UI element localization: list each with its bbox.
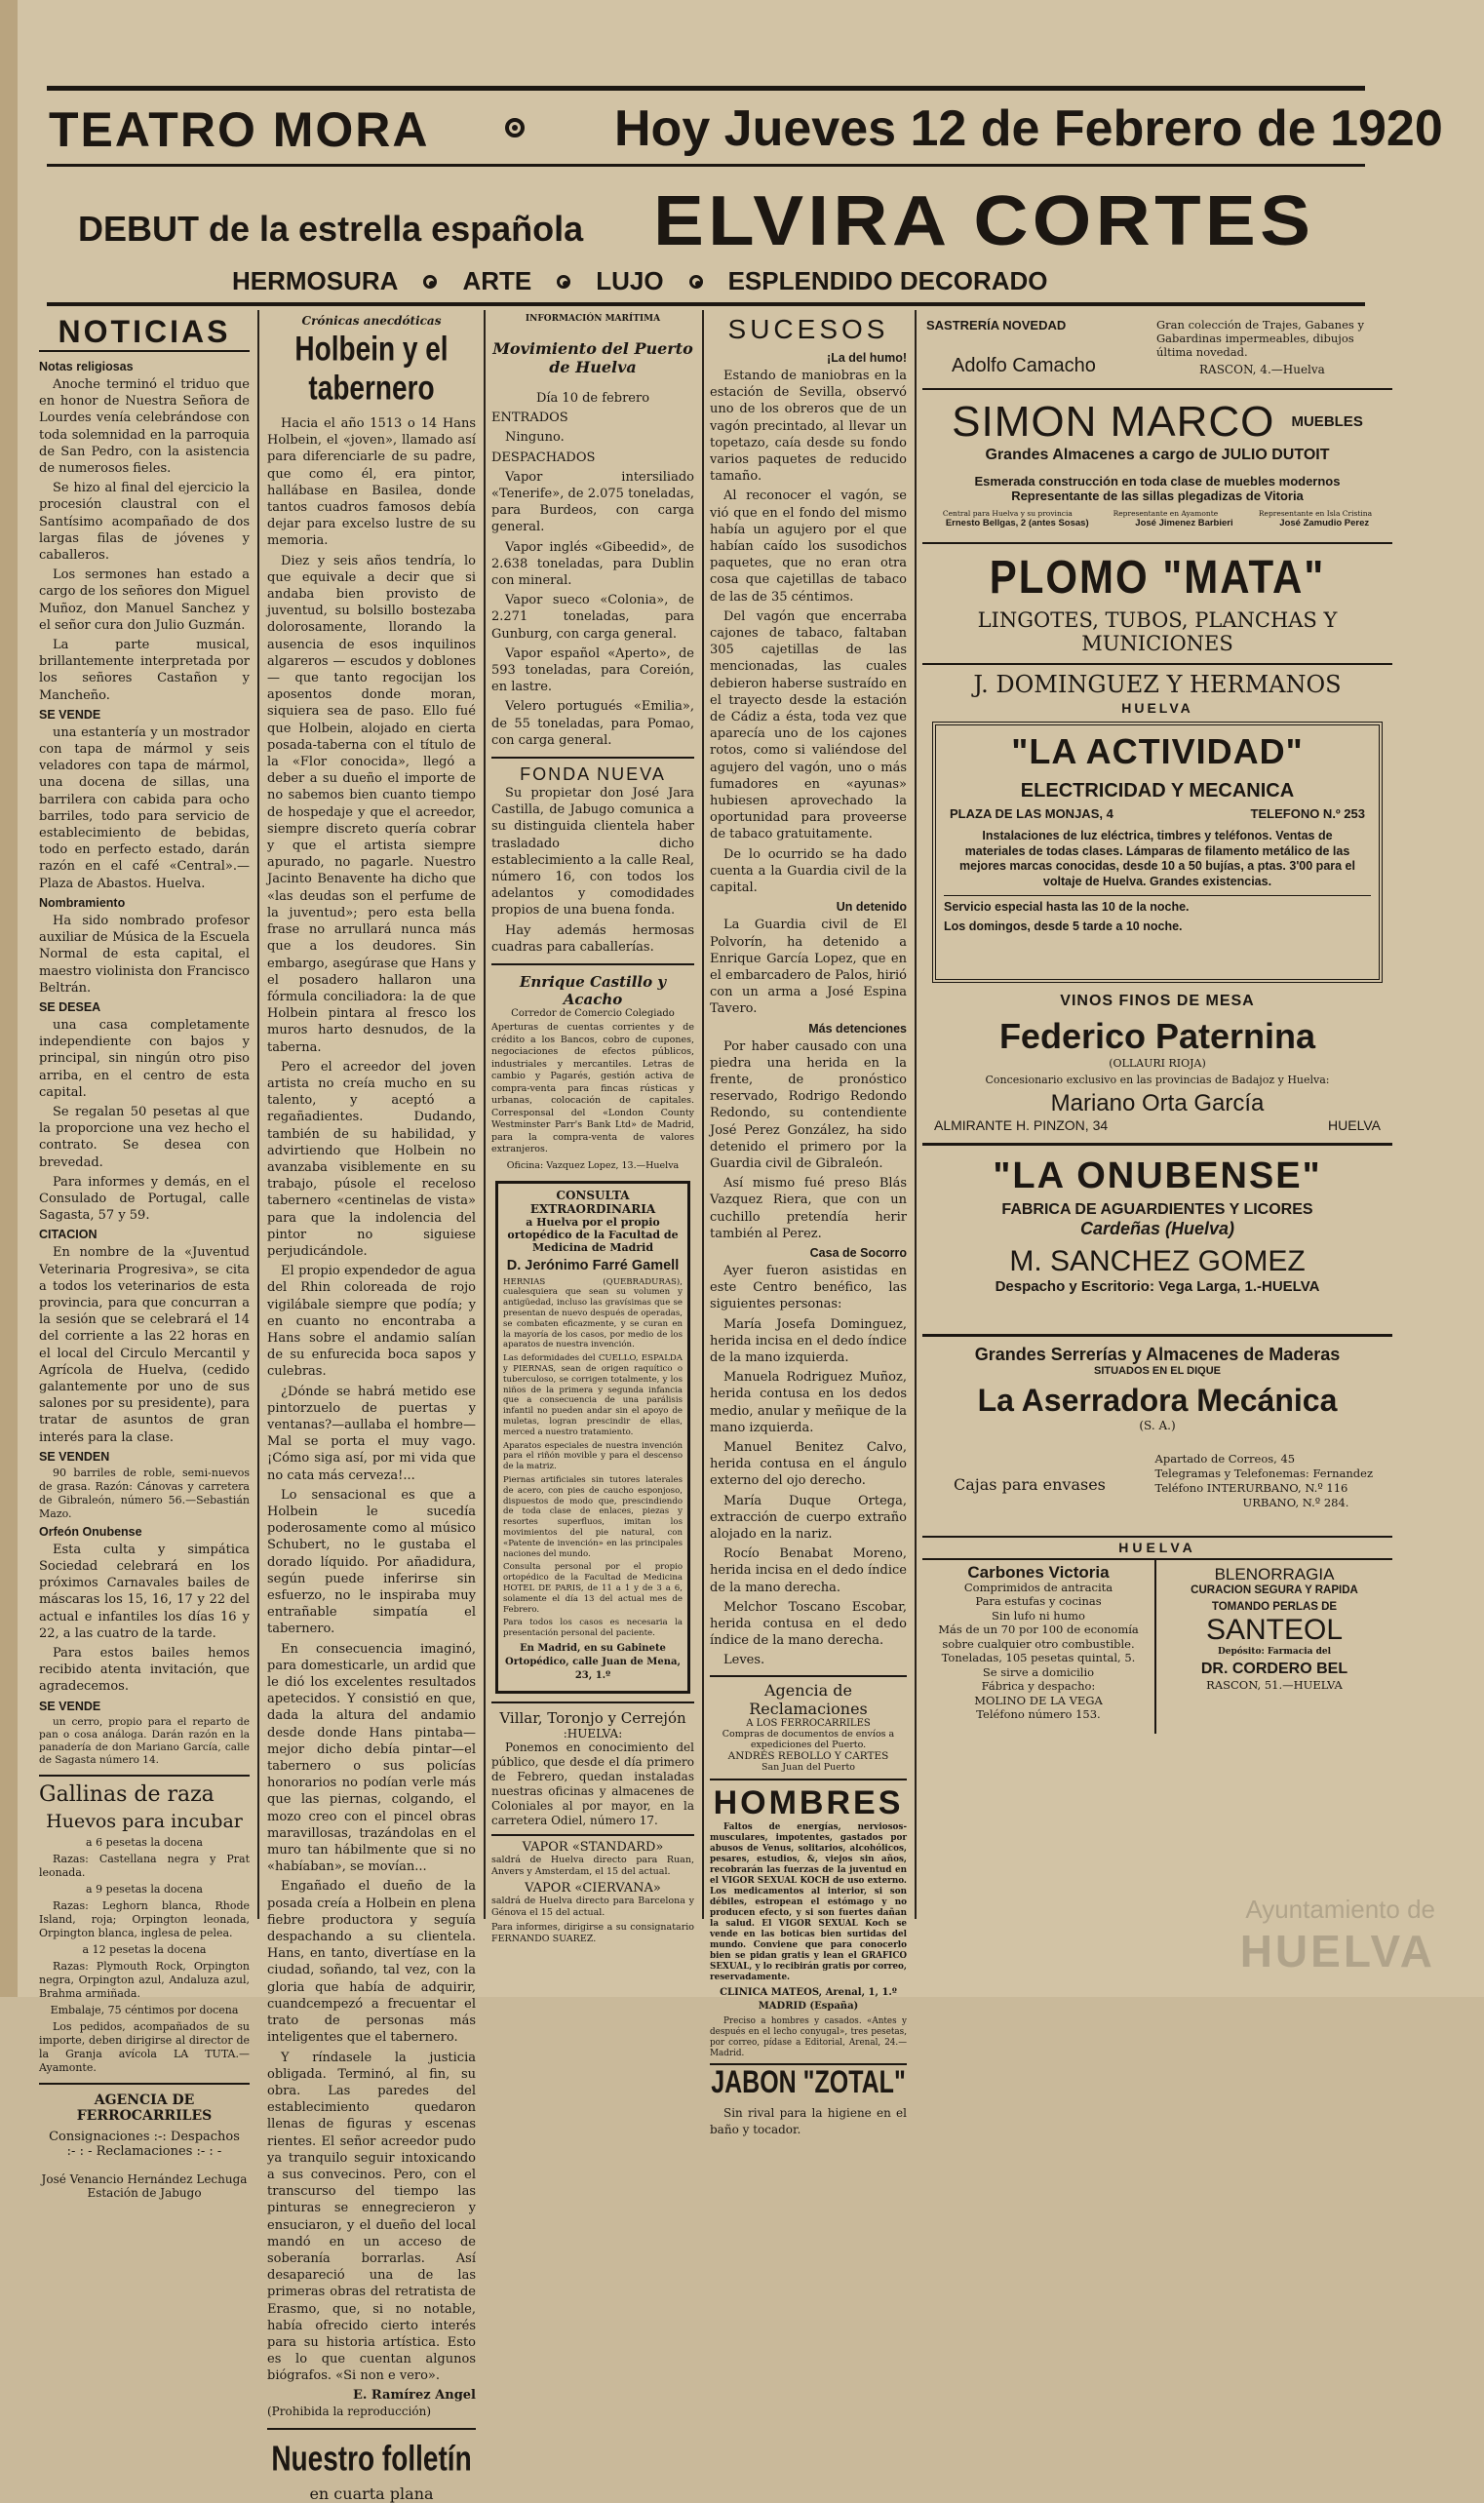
reclam-place: San Juan del Puerto xyxy=(761,1761,855,1773)
maritima-kicker: INFORMACIÓN MARÍTIMA xyxy=(525,314,661,324)
simon-labels xyxy=(922,509,1392,518)
reclam-subtitle: A LOS FERROCARRILES xyxy=(746,1717,871,1729)
heading: Orfeón Onubense xyxy=(39,1524,142,1539)
breeds: Razas: Castellana negra y Prat leonada. xyxy=(39,1852,250,1879)
reclam-name: ANDRÉS REBOLLO Y CARTES xyxy=(727,1749,889,1762)
serr-subtitle: SITUADOS EN EL DIQUE xyxy=(1094,1365,1221,1377)
ciervana-title: VAPOR «CIERVANA» xyxy=(525,1880,661,1896)
paragraph: ¿Dónde se habrá metido ese pintorzuelo de puertas y ventanas?—aullaba el hombre—Mal se porta el muy vago. ¡Cómo siga así, por mi vida que no cata más cerveza!... xyxy=(267,1384,476,1483)
sucesos-column xyxy=(710,314,907,2136)
blen-text: TOMANDO PERLAS DE xyxy=(1211,1601,1338,1613)
paragraph: Anoche terminó el triduo que en honor de Nuestra Señora de Lourdes venía celebrándose con toda solemnidad en la parroquia de San Pedro, con la asistencia de numerosos fieles. xyxy=(39,377,250,477)
rep: José Jimenez Barbieri xyxy=(1135,518,1233,528)
paragraph: Así mismo fué preso Blás Vazquez Riera, que con un cuchillo pretendía herir también al Perez. xyxy=(710,1176,907,1241)
heading: SE VENDEN xyxy=(39,1449,110,1464)
paragraph: En consecuencia imaginó, para domesticarle, un ardid que le dió los excelentes resultados apetecidos. Y consistió en que, dada la altura del andamio desde donde Hans pintaba—mejor dicho debía pintar—el tabernero o sus policías honorarios no podían verle más que las piernas, colgando, el mozo creo con el pincel obras maravillosas, trazándolas en el muro tan hábilmente que si no «habíaban», se movían... xyxy=(267,1641,476,1875)
paragraph: Preciso a hombres y casados. «Antes y después en el lecho conyugal», tres pesetas, por correo, pídase a Editorial, Arenal, 24.—Madrid. xyxy=(710,2015,907,2058)
label: Representante en Ayamonte xyxy=(1113,509,1219,518)
carbones-text: Fábrica y despacho: xyxy=(981,1679,1096,1693)
serr-city: HUELVA xyxy=(922,1536,1392,1555)
vinos-name: Federico Paternina xyxy=(998,1016,1316,1056)
reproduction-note: (Prohibida la reproducción) xyxy=(267,2404,432,2418)
carbones-text: MOLINO DE LA VEGA xyxy=(974,1693,1103,1707)
paragraph: Hay además hermosas cuadras para caballerías. xyxy=(491,922,694,955)
vinos-address: ALMIRANTE H. PINZON, 34 xyxy=(934,1117,1109,1133)
simon-muebles: MUEBLES xyxy=(1291,413,1363,430)
actividad-phone: TELEFONO N.º 253 xyxy=(1250,806,1365,821)
heading: Un detenido xyxy=(836,900,907,915)
onubense-ad xyxy=(922,1143,1392,1334)
actividad-box xyxy=(932,722,1383,983)
paragraph: Ha sido nombrado profesor auxiliar de Música de la Escuela Normal de esta capital, el maestro violinista don Francisco Beltrán. xyxy=(39,913,250,996)
watermark-line2: HUELVA xyxy=(1239,1926,1435,1976)
bullet-icon xyxy=(423,275,437,289)
tag-decorado: ESPLENDIDO DECORADO xyxy=(727,266,1048,295)
blen-name: SANTEOL xyxy=(1205,1614,1344,1646)
actividad-address: PLAZA DE LAS MONJAS, 4 xyxy=(950,806,1113,821)
paragraph: 90 barriles de roble, semi-nuevos de grasa. Razón: Cánovas y carretera de Gibraleón, número 56.—Sebastián Mazo. xyxy=(39,1466,250,1520)
column-rule xyxy=(257,310,259,1919)
consulta-box xyxy=(495,1181,690,1694)
heading: CITACION xyxy=(39,1228,98,1242)
doctor-name: D. Jerónimo Farré Gamell xyxy=(506,1257,680,1273)
sucesos-title: SUCESOS xyxy=(727,314,889,344)
subheading: DESPACHADOS xyxy=(491,450,596,465)
paragraph: Se regalan 50 pesetas al que la proporcione una vez hecho el contrato. Se desea con brevedad. xyxy=(39,1104,250,1170)
carbones-text: Para estufas y cocinas xyxy=(975,1594,1102,1608)
breeds: Razas: Leghorn blanca, Rhode Island, roja; Orpington leonada, Orpington blanca, inglesa de pelea. xyxy=(39,1898,250,1939)
paragraph: De lo ocurrido se ha dado cuenta a la Guardia civil de la capital. xyxy=(710,846,907,896)
onubense-address: Despacho y Escritorio: Vega Larga, 1.-HUELVA xyxy=(995,1278,1320,1295)
signature: E. Ramírez Angel xyxy=(352,2387,476,2403)
paragraph: Estando de maniobras en la estación de Sevilla, observó uno de los obreros que de un vagón precintado, al llevar un topetazo, caía desde su fondo varios paquetes de reducido tamaño. xyxy=(710,369,907,485)
noticias-column xyxy=(39,314,250,2200)
tag-hermosura: HERMOSURA xyxy=(232,266,399,295)
paternina-ad xyxy=(922,993,1392,1133)
label: Central para Huelva y su provincia xyxy=(942,509,1073,518)
carbones-text: Toneladas, 105 pesetas quintal, 5. xyxy=(941,1651,1136,1664)
paragraph: Para informes, dirigirse a su consignatario FERNANDO SUAREZ. xyxy=(491,1921,694,1944)
paragraph: Por haber causado con una piedra una herida en la frente, de pronóstico reservado, Rodrigo Redondo Redondo, su contendiente José Perez González, ha sido detenido el primero por la Guardia civil de Gibraleón. xyxy=(710,1038,907,1171)
simon-reps xyxy=(922,518,1392,528)
paragraph: Leves. xyxy=(723,1653,765,1668)
paragraph: Vapor intersiliado «Tenerife», de 2.075 toneladas, para Burdeos, con carga general. xyxy=(491,469,694,535)
tag-lujo: LUJO xyxy=(596,266,664,295)
heading: ¡La del humo! xyxy=(827,351,907,365)
paragraph: Las deformidades del CUELLO, ESPALDA y PIERNAS, sean de origen raquítico o tuberculoso, se corrigen totalmente, y los niños de la primera y segunda infancia que a consecuencia de una parálisis infantil no pueden andar sin el apoyo de muletas, logran prescindir de ellas, merced a nuestro tratamiento. xyxy=(503,1353,683,1437)
fonda-title: FONDA NUEVA xyxy=(520,764,666,785)
clinic: CLINICA MATEOS, Arenal, 1, 1.º MADRID (España) xyxy=(720,1986,897,2012)
price: a 6 pesetas la docena xyxy=(86,1835,203,1849)
folletin-title: Nuestro folletín xyxy=(271,2438,472,2479)
carbones-text: Más de un 70 por 100 de economía sobre cualquier otro combustible. xyxy=(938,1623,1139,1651)
blen-title: BLENORRAGIA xyxy=(1214,1565,1335,1584)
paragraph: un cerro, propio para el reparto de pan o cosa análoga. Darán razón en la panadería de don Mariano García, calle de Sagasta número 14. xyxy=(39,1715,250,1766)
simon-subtitle: Grandes Almacenes a cargo de JULIO DUTOIT xyxy=(985,447,1330,463)
onubense-name: M. SANCHEZ GOMEZ xyxy=(1009,1245,1306,1277)
packaging: Embalaje, 75 céntimos por docena xyxy=(50,2003,239,2016)
serr-cajas: Cajas para envases xyxy=(954,1475,1106,1494)
vinos-contact xyxy=(922,1117,1392,1133)
paragraph: una casa completamente independiente con bajos y principal, sin ningún otro piso arriba, en el centro de esta capital. xyxy=(39,1017,250,1100)
article-title: Holbein y el tabernero xyxy=(294,330,449,407)
gallinas-subtitle: Huevos para incubar xyxy=(46,1810,243,1832)
paragraph: saldrá de Huelva directo para Ruan, Anvers y Amsterdam, el 15 del actual. xyxy=(491,1854,694,1877)
paragraph: Melchor Toscano Escobar, herida contusa en el dedo índice de la mano derecha. xyxy=(710,1599,907,1649)
simon-title: SIMON MARCO xyxy=(952,398,1275,446)
vinos-title: VINOS FINOS DE MESA xyxy=(1060,993,1255,1009)
paragraph: Lo sensacional es que a Holbein le sucedía poderosamente como al músico Schubert, no le gustaba el dorado líquido. Por añadidura, según puede inferirse sin esfuerzo, no le inspiraba muy entrañable simpatía el tabernero. xyxy=(267,1487,476,1637)
castillo-subtitle: Corredor de Comercio Colegiado xyxy=(511,1008,675,1020)
heading: SE DESEA xyxy=(39,999,101,1014)
consulta-subtitle: a Huelva por el propio ortopédico de la Facultad de Medicina de Madrid xyxy=(507,1215,679,1254)
sastreria-name: Adolfo Camacho xyxy=(952,355,1096,376)
star-name: ELVIRA CORTES xyxy=(653,182,1315,260)
archive-watermark xyxy=(1240,1895,1435,1977)
paragraph: Los sermones han estado a cargo de los señores don Miguel Muñoz, don Manuel Sanchez y el señor cura don Julio Guzmán. xyxy=(39,567,250,633)
paragraph: Piernas artificiales sin tutores laterales de acero, con pies de caucho esponjoso, dispuestos de modo que, prescindiendo de toda clase de enlaces, piezas y resortes superfluos, imitan los movimientos del pie natural, con «Patente de invención» en las principales naciones del mundo. xyxy=(503,1474,683,1559)
cronicas-kicker: Crónicas anecdóticas xyxy=(301,314,442,328)
paragraph: Y ríndasele la justicia obligada. Terminó, al fin, su obra. Las paredes del establecimiento quedaron llenas de figuras y escenas rientes. El señor acreedor pudo ya tranquilo seguir intoxicando a sus convecinos. Pero, con el transcurso del tiempo las pinturas se ennegrecieron y ensuciaron, y el dueño del local mandó en un acceso de soberanía borrarlas. Así desapareció una de las primeras obras del retratista de Erasmo, que, si no notable, había ofrecido cierto interés para su historia artística. Esto es lo que cuentan algunos biógrafos. «Si non e vero». xyxy=(267,2050,476,2384)
label: Representante en Isla Cristina xyxy=(1258,509,1373,518)
event-date: Hoy Jueves 12 de Febrero de 1920 xyxy=(614,100,1443,157)
paragraph: Ponemos en conocimiento del público, que desde el día primero de Febrero, quedan instaladas nuestras oficinas y almacenes de Coloniales al por mayor, en la carretera Odiel, número 17. xyxy=(491,1740,694,1827)
day: Día 10 de febrero xyxy=(535,391,650,406)
heading: Casa de Socorro xyxy=(809,1245,907,1260)
paragraph: Para informes y demás, en el Consulado de Portugal, calle Sagasta, 57 y 59. xyxy=(39,1174,250,1224)
agencia-place: Estación de Jabugo xyxy=(87,2185,202,2200)
column-rule xyxy=(484,310,486,1919)
paragraph: Aperturas de cuentas corrientes y de crédito a los Bancos, cobro de cupones, negociaciones de efectos públicos, industriales y mercantiles. Letras de cambio y Pagarés, gestión activa de compra-venta para fincas rústicas y urbanas, colocación de capitales. Corresponsal del «London County Westminster Parr's Bank Ltd» de Madrid, para la compra-venta de valores extranjeros. xyxy=(491,1022,694,1155)
reclam-text: Compras de documentos de envíos a expediciones del Puerto. xyxy=(722,1728,895,1750)
vinos-city: HUELVA xyxy=(1328,1117,1381,1133)
paragraph: Del vagón que encerraba cajones de tabaco, faltaban 305 cajetillas de las mencionadas, las cuales debieron haberse sustraído en el trayecto desde la estación de Cádiz a ésta, toda vez que aparecía uno de los cajones rotos, como si valiéndose del agujero del vagón, uno o más fumadores en «ayunas» hubiesen aprovechado la oportunidad para proveerse de tabaco gratuitamente. xyxy=(710,608,907,842)
column-rule xyxy=(915,310,917,1919)
paragraph: Aparatos especiales de nuestra invención para el riñón movible y para el descenso de la matriz. xyxy=(503,1440,683,1472)
paragraph: En nombre de la «Juventud Veterinaria Progresiva», se cita a todos los veterinarios de esta provincia, para que concurran a la sesión que se celebrará el 14 del corriente a las 22 horas en el local del Circulo Mercantil y Agrícola de Huelva, (cedido galantemente por uno de sus salones por su presidente), para tratar de asuntos de gran interés para la clase. xyxy=(39,1245,250,1445)
blen-address: RASCON, 51.—HUELVA xyxy=(1206,1678,1343,1692)
ads-column xyxy=(922,314,1392,1933)
noticias-title: NOTICIAS xyxy=(39,314,250,352)
paragraph: Al reconocer el vagón, se vió que en el fondo del mismo había un agujero por el que habían caído los susodichos paquetes, que no eran otra cosa que cajetillas de tabaco de las de 35 céntimos. xyxy=(710,489,907,605)
agencia-ad xyxy=(39,2083,250,2200)
carbones-text: Se sirve a domicilio xyxy=(982,1664,1095,1679)
gallinas-title: Gallinas de raza xyxy=(39,1781,215,1807)
actividad-hours: Servicio especial hasta las 10 de la noche. xyxy=(944,895,1371,914)
serr-apartado: Apartado de Correos, 45 xyxy=(1154,1452,1296,1466)
vinos-origin: (OLLAURI RIOJA) xyxy=(1109,1057,1206,1070)
carbones-text: Teléfono número 153. xyxy=(976,1707,1101,1721)
paragraph: Esta culta y simpática Sociedad celebrará en los próximos Carnavales bailes de máscaras los 15, 16, 17 y 22 del actual e infantiles los días 16 y 22, a las cuatro de la tarde. xyxy=(39,1542,250,1641)
sastreria-text: Gran colección de Trajes, Gabanes y Gabardinas impermeables, dibujos última novedad. xyxy=(1156,318,1364,359)
bottom-ads xyxy=(922,1558,1392,1734)
carbones-title: Carbones Victoria xyxy=(967,1563,1110,1582)
serr-contacts xyxy=(1155,1452,1373,1510)
paragraph: Vapor inglés «Gibeedid», de 2.638 toneladas, para Dublin con mineral. xyxy=(491,539,694,589)
sastreria-ad xyxy=(922,314,1392,388)
folletin-subtitle: en cuarta plana xyxy=(309,2483,434,2503)
onubense-title: "LA ONUBENSE" xyxy=(993,1155,1322,1196)
consulta-title: CONSULTA EXTRAORDINARIA xyxy=(529,1188,656,1216)
paragraph: Vapor sueco «Colonia», de 2.271 toneladas, para Gunburg, con carga general. xyxy=(491,593,694,642)
rep: José Zamudio Perez xyxy=(1279,518,1370,528)
plomo-title: PLOMO "MATA" xyxy=(989,550,1326,604)
carbones-ad xyxy=(922,1560,1156,1734)
agencia-title: AGENCIA DE FERROCARRILES xyxy=(76,2092,213,2124)
maritima-title: Movimiento del Puerto de Huelva xyxy=(492,339,693,376)
sastreria-address: RASCON, 4.—Huelva xyxy=(1199,363,1325,376)
column-rule xyxy=(702,310,704,1919)
carbones-text: Sin lufo ni humo xyxy=(992,1608,1085,1623)
serr-telegramas: Telegramas y Telefonemas: Fernandez xyxy=(1154,1467,1373,1480)
top-rule xyxy=(47,86,1365,91)
paragraph: Consulta personal por el propio ortopédico de la Facultad de Medicina HOTEL DE PARIS, de 11 a 1 y de 3 a 6, solamente el día 13 del actual mes de Febrero. xyxy=(503,1562,683,1615)
simon-text: Representante de las sillas plegadizas de Vitoria xyxy=(1011,489,1304,503)
masthead-bottom-rule xyxy=(47,302,1365,306)
paragraph: Hacia el año 1513 o 14 Hans Holbein, el «joven», llamado así para diferenciarle de su padre, que como él, era pintor, hallábase en Basilea, donde tantos cuadros famosos debía dejar para excelso lustre de su memoria. xyxy=(267,416,476,549)
paragraph: Para estos bailes hemos recibido atenta invitación, que agradecemos. xyxy=(39,1646,250,1695)
actividad-text: Instalaciones de luz eléctrica, timbres y teléfonos. Ventas de materiales de todas clases. Lámparas de filamento metálico de las mejores marcas conocidas, desde 10 a 50 bujías, a ptas. 3'00 para el voltaje de Huelva. Grandes existencias. xyxy=(959,829,1355,888)
subheading: ENTRADOS xyxy=(491,411,568,426)
paragraph: HERNIAS (QUEBRADURAS), cualesquiera que sean su volumen y antigüedad, incluso las gravísimas que se presentan de nuevo después de operadas, se combaten eficazmente, y se curan en la mayoría de los casos, por medio de los aparatos de nuestra invención. xyxy=(503,1276,683,1350)
paragraph: Diez y seis años tendría, lo que equivale a decir que si andaba bien provisto de juventud, su bolsillo bostezaba dolorosamente, llorando la ausencia de esos inquilinos algareros — escudos y doblones — que tanto regocijan los aposentos donde moran, siquiera sea de paso. Ello fué que Holbein, alojado en cierta posada-taberna con el título de la «Flor conocida», llegó a deber a su dueño el importe de no sabemos bien cuanto tiempo de hospedaje y que el acreedor, siempre discreto quería cobrar y que el artista siempre apurado, no pagarle. Nuestro Jacinto Benavente ha dicho que «las deudas son el perfume de la juventud»; pero esta bella frase no arrullará nunca más que a los deudores. Sin embargo, asegúrase que Hans y el posadero hallaron una fórmula conciliadora: la de que Holbein pintara al fresco los muros harto desnudos, de la taberna. xyxy=(267,553,476,1055)
paragraph: Se hizo al final del ejercicio la procesión claustral con el Santísimo acompañado de dos largas filas de jóvenes y caballeros. xyxy=(39,481,250,564)
plomo-subtitle: LINGOTES, TUBOS, PLANCHAS Y MUNICIONES xyxy=(977,608,1338,655)
plomo-ad xyxy=(922,542,1392,716)
rep: Ernesto Bellgas, 2 (antes Sosas) xyxy=(945,518,1089,528)
zotal-title: JABON "ZOTAL" xyxy=(711,2064,906,2100)
paragraph: Su propietar don José Jara Castilla, de Jabugo comunica a su distinguida clientela haber trasladado dicho establecimiento a la calle Real, número 16, con todos los adelantos y comodidades propios de una buena fonda. xyxy=(491,786,694,919)
ornament-icon xyxy=(505,117,525,137)
paragraph: Ayer fueron asistidas en este Centro benéfico, las siguientes personas: xyxy=(710,1263,907,1312)
paragraph: La Guardia civil de El Polvorín, ha detenido a Enrique García Lopez, que en el embarcadero de Palos, hirió con un arma a José Espina Tavero. xyxy=(710,918,907,1017)
blen-text: CURACION SEGURA Y RAPIDA xyxy=(1191,1584,1358,1596)
plomo-city: HUELVA xyxy=(1121,700,1193,716)
blenorragia-ad xyxy=(1156,1560,1392,1734)
paragraph: una estantería y un mostrador con tapa de mármol y seis veladores con tapa de mármol, una docena de sillas, una barrilera con cabida para ocho barriles, todo para servicio de establecimiento de bebidas, todo en perfecto estado, darán razón en el café «Central».—Plaza de Abastos. Huelva. xyxy=(39,724,250,891)
paragraph: Manuel Benitez Calvo, herida contusa en el ángulo externo del ojo derecho. xyxy=(710,1439,907,1489)
onubense-place: Cardeñas (Huelva) xyxy=(1079,1219,1235,1238)
actividad-subtitle: ELECTRICIDAD Y MECANICA xyxy=(1020,780,1295,802)
serr-title: Grandes Serrerías y Almacenes de Maderas xyxy=(974,1345,1341,1364)
paragraph: Manuela Rodriguez Muñoz, herida contusa en los dedos medio, anular y meñique de la mano izquierda. xyxy=(710,1370,907,1435)
heading: Notas religiosas xyxy=(39,360,134,373)
simon-ad xyxy=(922,388,1392,542)
price: a 9 pesetas la docena xyxy=(86,1882,203,1896)
debut-line: DEBUT de la estrella española xyxy=(78,209,584,249)
bullet-icon xyxy=(557,275,570,289)
serr-telefono: Teléfono INTERURBANO, N.º 116 xyxy=(1154,1481,1348,1495)
paragraph: Rocío Benabat Moreno, herida incisa en el dedo índice de la mano derecha. xyxy=(710,1546,907,1595)
paragraph: María Duque Ortega, extracción de cuerpo extraño alojado en la nariz. xyxy=(710,1493,907,1542)
madrid-address: En Madrid, en su Gabinete Ortopédico, calle Juan de Mena, 23, 1.º xyxy=(505,1642,681,1681)
paragraph: Faltos de energías, nerviosos-musculares, impotentes, gastados por abusos de Venus, solitarios, alcohólicos, pesares, estudios, &, viejos sin años, recobrarán las fuerzas de la juventud en el VIGOR SEXUAL KOCH de uso externo. Los medicamentos al interior, si son débiles, estropean el estómago y no producen efecto, y si son fuertes dañan la salud. El VIGOR SEXUAL Koch se vende en las boticas bien surtidas del mundo. Conviene que para conocerlo bien se pidan gratis y lean el GRAFICO SEXUAL, y lo recibirán gratis por correo, reservadamente. xyxy=(710,1821,907,1982)
paragraph: Ninguno. xyxy=(505,430,565,446)
feature-tags xyxy=(232,266,1048,296)
heading: Nombramiento xyxy=(39,895,126,910)
simon-text: Esmerada construcción en toda clase de muebles modernos xyxy=(974,474,1341,489)
cronicas-column xyxy=(267,314,476,2503)
serr-name: La Aserradora Mecánica xyxy=(977,1383,1338,1418)
aserradora-ad xyxy=(922,1334,1392,1558)
price: a 12 pesetas la docena xyxy=(82,1942,207,1956)
standard-title: VAPOR «STANDARD» xyxy=(522,1839,664,1855)
reclamaciones-ad xyxy=(710,1675,907,1773)
hombres-title: HOMBRES xyxy=(713,1783,904,1821)
heading: Más detenciones xyxy=(808,1021,907,1036)
heading: SE VENDE xyxy=(39,1699,101,1713)
vinos-text: Concesionario exclusivo en las provincias de Badajoz y Huelva: xyxy=(985,1074,1330,1086)
paragraph: Para todos los casos es necesaria la presentación personal del paciente. xyxy=(503,1618,683,1639)
agencia-line: Consignaciones :-: Despachos xyxy=(49,2129,240,2144)
theatre-name: TEATRO MORA xyxy=(49,102,430,157)
blen-deposito: Depósito: Farmacia del xyxy=(1217,1647,1332,1657)
serr-sa: (S. A.) xyxy=(1139,1419,1176,1432)
maritima-column xyxy=(491,314,694,1944)
paragraph: La parte musical, brillantemente interpretada por los señores Castañon y Mancheño. xyxy=(39,638,250,703)
paragraph: Sin rival para la higiene en el baño y tocador. xyxy=(710,2105,907,2136)
plomo-firm: J. DOMINGUEZ Y HERMANOS xyxy=(973,671,1342,698)
actividad-contact xyxy=(950,806,1365,821)
castillo-title: Enrique Castillo y Acacho xyxy=(519,973,667,1009)
masthead-rule xyxy=(47,164,1365,167)
paragraph: El propio expendedor de agua del Rhin coloreada de rojo vigilábale siempre que podía; y en cuanto no encontraba a Hans sobre el andamio salían de su enfurecida boca sapos y culebras. xyxy=(267,1264,476,1380)
agencia-line: :- : - Reclamaciones :- : - xyxy=(66,2143,222,2159)
actividad-title: "LA ACTIVIDAD" xyxy=(1011,731,1304,771)
paragraph: Velero portugués «Emilia», de 55 toneladas, para Pomao, con carga general. xyxy=(491,699,694,748)
paragraph: María Josefa Dominguez, herida incisa en el dedo índice de la mano izquierda. xyxy=(710,1316,907,1365)
gallinas-ad xyxy=(39,1775,250,2075)
agencia-name: José Venancio Hernández Lechuga xyxy=(41,2171,248,2186)
serr-urbano: URBANO, N.º 284. xyxy=(1242,1496,1349,1509)
vinos-agent: Mariano Orta García xyxy=(1050,1090,1265,1116)
heading: SE VENDE xyxy=(39,707,101,722)
address: Oficina: Vazquez Lopez, 13.—Huelva xyxy=(506,1159,680,1171)
paragraph: saldrá de Huelva directo para Barcelona y Génova el 15 del actual. xyxy=(491,1895,694,1918)
paragraph: Vapor español «Aperto», de 593 toneladas, para Coreión, en lastre. xyxy=(491,645,694,695)
actividad-sundays: Los domingos, desde 5 tarde a 10 noche. xyxy=(944,919,1183,933)
order-info: Los pedidos, acompañados de su importe, deben dirigirse al director de la Granja avícola LA TUTA.—Ayamonte. xyxy=(39,2019,250,2074)
villar-city: :HUELVA: xyxy=(563,1726,623,1740)
paragraph: Engañado el dueño de la posada creía a Holbein en plena fiebre productora y seguía despachando a su clientela. Hans, en tanto, divertíase en la ciudad, soñando, tal vez, con la gloria que había de adquirir, cuandcempezó a frecuentar el trato de personas más inteligentes que el tabernero. xyxy=(267,1879,476,2046)
reclam-title: Agencia de Reclamaciones xyxy=(749,1680,868,1718)
tag-arte: ARTE xyxy=(462,266,532,295)
blen-doctor: DR. CORDERO BEL xyxy=(1200,1661,1348,1677)
onubense-subtitle: FABRICA DE AGUARDIENTES Y LICORES xyxy=(1001,1201,1313,1218)
paragraph: Pero el acreedor del joven artista no creía mucho en su talento, y aceptó a regañadientes. Dudando, también de su habilidad, y advirtiendo que Holbein no avanzaba visiblemente en su trabajo, púsole el receloso tabernero «centinelas de vista» para que la indolencia del pintor no siguiese perjudicándole. xyxy=(267,1059,476,1259)
carbones-text: Comprimidos de antracita xyxy=(963,1580,1113,1594)
villar-title: Villar, Toronjo y Cerrejón xyxy=(499,1708,686,1727)
bullet-icon xyxy=(689,275,703,289)
sastreria-title: SASTRERÍA NOVEDAD xyxy=(926,318,1067,332)
watermark-line1: Ayuntamiento de xyxy=(1245,1895,1435,1924)
breeds: Razas: Plymouth Rock, Orpington negra, Orpington azul, Andaluza azul, Brahma armiñada. xyxy=(39,1959,250,2000)
